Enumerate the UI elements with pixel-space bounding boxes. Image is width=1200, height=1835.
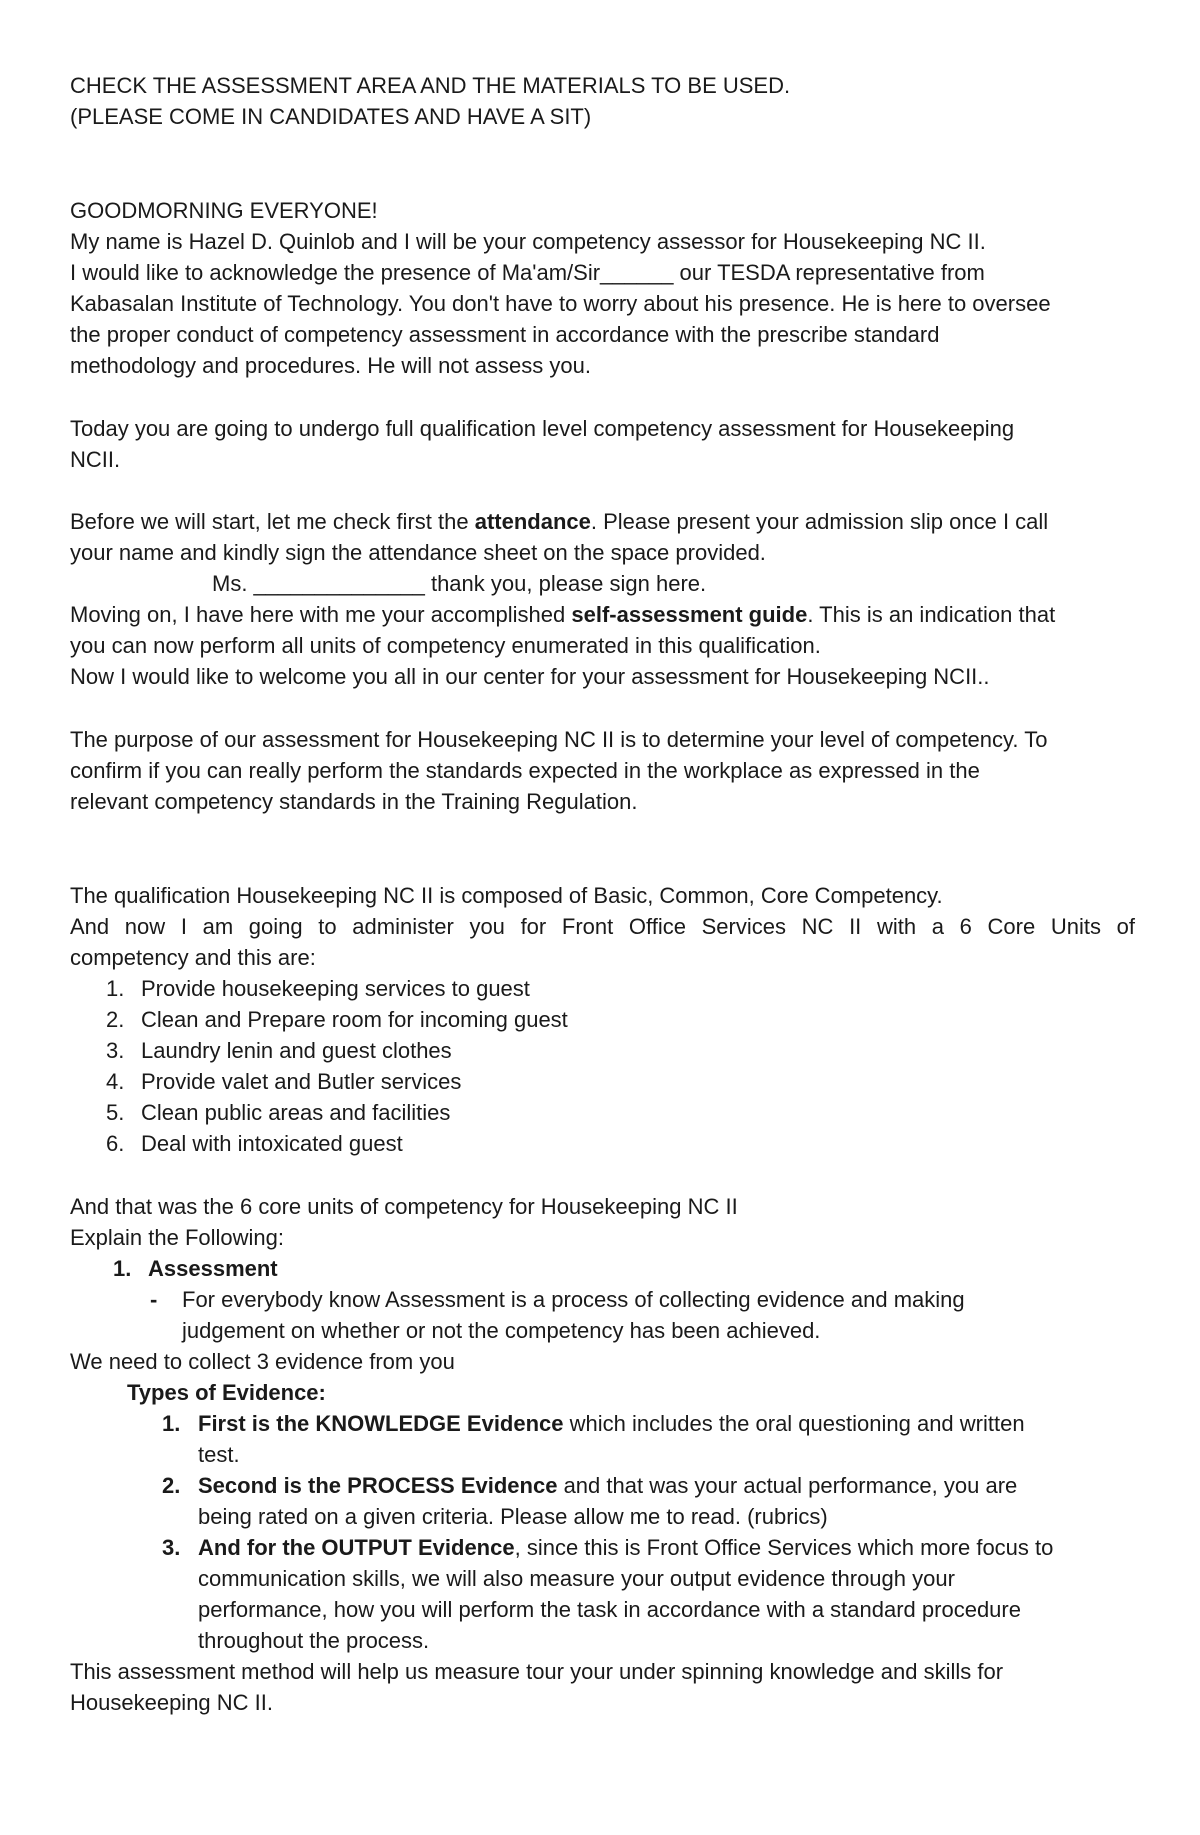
output-evidence-label: And for the OUTPUT Evidence: [198, 1535, 515, 1560]
text-span: . This is an indication that: [807, 602, 1056, 627]
list-number: 2.: [106, 1007, 125, 1032]
list-text: Deal with intoxicated guest: [141, 1131, 403, 1156]
list-number: 1.: [113, 1256, 132, 1281]
paragraph-line: I would like to acknowledge the presence of Ma'am/Sir______ our TESDA representative from: [70, 260, 985, 285]
text-span: , since this is Front Office Services which more focus to: [514, 1535, 1054, 1560]
instruction-line: CHECK THE ASSESSMENT AREA AND THE MATERIALS TO BE USED.: [70, 73, 791, 98]
paragraph-line: Today you are going to undergo full qualification level competency assessment for Housekeeping: [70, 416, 1015, 441]
paragraph-line: [70, 506, 1135, 537]
paragraph-line: Explain the Following:: [70, 1225, 285, 1250]
paragraph-line: NCII.: [70, 447, 121, 472]
paragraph-line: Now I would like to welcome you all in our center for your assessment for Housekeeping NCII..: [70, 664, 990, 689]
list-text: [198, 1470, 1017, 1501]
definition-line: For everybody know Assessment is a process of collecting evidence and making: [182, 1287, 965, 1312]
paragraph-line: Kabasalan Institute of Technology. You don't have to worry about his presence. He is here to oversee: [70, 291, 1051, 316]
greeting: GOODMORNING EVERYONE!: [70, 198, 378, 223]
paragraph-line: relevant competency standards in the Training Regulation.: [70, 789, 638, 814]
text-span: and that was your actual performance, you are: [557, 1473, 1018, 1498]
list-number: 1.: [162, 1411, 181, 1436]
text-span: Before we will start, let me check first the: [70, 509, 475, 534]
instruction-line: (PLEASE COME IN CANDIDATES AND HAVE A SIT): [70, 104, 592, 129]
definition-line: judgement on whether or not the competency has been achieved.: [182, 1318, 821, 1343]
text-span: . Please present your admission slip once I call: [590, 509, 1049, 534]
paragraph-line: The purpose of our assessment for Housekeeping NC II is to determine your level of competency. To: [70, 727, 1048, 752]
types-heading: Types of Evidence:: [127, 1380, 326, 1405]
signature-prompt: Ms. ______________ thank you, please sign here.: [212, 571, 707, 596]
list-text: throughout the process.: [198, 1628, 430, 1653]
paragraph-line: competency and this are:: [70, 945, 316, 970]
paragraph-line: you can now perform all units of competency enumerated in this qualification.: [70, 633, 821, 658]
paragraph-line: We need to collect 3 evidence from you: [70, 1349, 455, 1374]
list-text: Laundry lenin and guest clothes: [141, 1038, 452, 1063]
list-text: [198, 1532, 1053, 1563]
list-text: being rated on a given criteria. Please allow me to read. (rubrics): [198, 1504, 828, 1529]
paragraph-line: Housekeeping NC II.: [70, 1690, 273, 1715]
text-span: Moving on, I have here with me your accomplished: [70, 602, 572, 627]
list-text: [198, 1408, 1025, 1439]
list-text: communication skills, we will also measure your output evidence through your: [198, 1566, 955, 1591]
self-assessment-keyword: self-assessment guide: [571, 602, 808, 627]
paragraph-line: the proper conduct of competency assessment in accordance with the prescribe standard: [70, 322, 940, 347]
paragraph-line: confirm if you can really perform the standards expected in the workplace as expressed in the: [70, 758, 980, 783]
paragraph-line: The qualification Housekeeping NC II is composed of Basic, Common, Core Competency.: [70, 883, 943, 908]
list-number: 5.: [106, 1100, 125, 1125]
paragraph-line: And that was the 6 core units of competency for Housekeeping NC II: [70, 1194, 738, 1219]
list-number: 1.: [106, 976, 125, 1001]
list-number: 6.: [106, 1131, 125, 1156]
list-number: 2.: [162, 1473, 181, 1498]
list-text: performance, how you will perform the task in accordance with a standard procedure: [198, 1597, 1021, 1622]
dash-bullet: -: [150, 1287, 158, 1312]
list-text: test.: [198, 1442, 240, 1467]
assessment-heading: Assessment: [148, 1256, 278, 1281]
attendance-keyword: attendance: [474, 509, 591, 534]
paragraph-line: [70, 599, 1135, 630]
list-number: 3.: [106, 1038, 125, 1063]
knowledge-evidence-label: First is the KNOWLEDGE Evidence: [198, 1411, 564, 1436]
list-number: 4.: [106, 1069, 125, 1094]
text-span: which includes the oral questioning and written: [563, 1411, 1025, 1436]
paragraph-line: My name is Hazel D. Quinlob and I will be your competency assessor for Housekeeping NC II.: [70, 229, 986, 254]
paragraph-line: This assessment method will help us measure tour your under spinning knowledge and skills for: [70, 1659, 1004, 1684]
list-text: Provide housekeeping services to guest: [141, 976, 530, 1001]
list-text: Clean and Prepare room for incoming guest: [141, 1007, 568, 1032]
paragraph-line: your name and kindly sign the attendance sheet on the space provided.: [70, 540, 766, 565]
list-text: Provide valet and Butler services: [141, 1069, 462, 1094]
list-text: Clean public areas and facilities: [141, 1100, 451, 1125]
paragraph-line: methodology and procedures. He will not assess you.: [70, 353, 591, 378]
paragraph-line: And now I am going to administer you for Front Office Services NC II with a 6 Core Units of: [70, 914, 1135, 939]
list-number: 3.: [162, 1535, 181, 1560]
process-evidence-label: Second is the PROCESS Evidence: [198, 1473, 558, 1498]
